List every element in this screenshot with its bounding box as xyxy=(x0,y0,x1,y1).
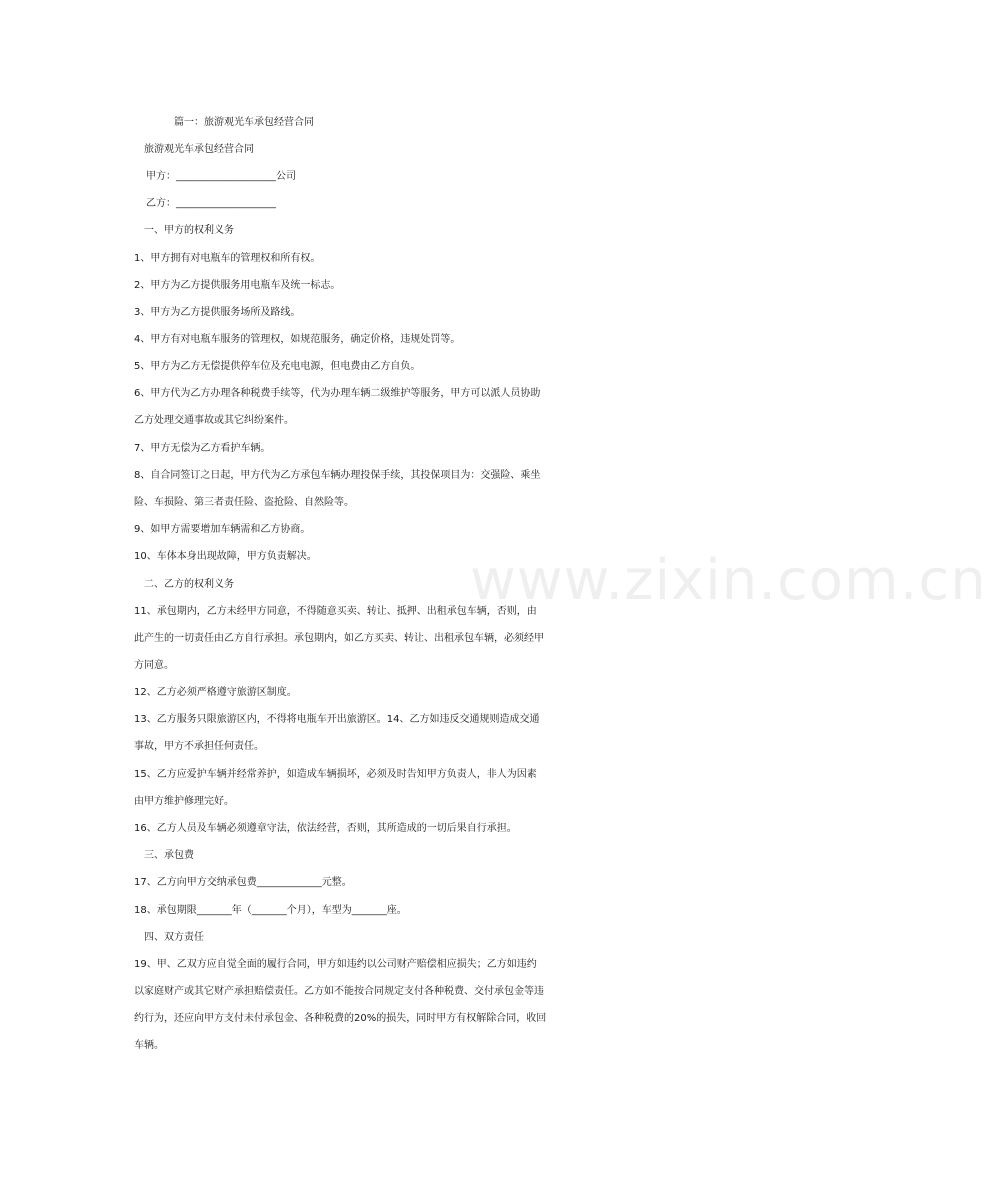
clause-line: 12、乙方必须严格遵守旅游区制度。 xyxy=(134,687,297,698)
contract-title: 旅游观光车承包经营合同 xyxy=(144,144,254,155)
clause-line: 19、甲、乙双方应自觉全面的履行合同，甲方如违约以公司财产赔偿相应损失；乙方如违约 xyxy=(134,959,537,970)
clause-line: 由甲方维护修理完好。 xyxy=(134,796,234,807)
clause-line: 以家庭财产或其它财产承担赔偿责任。乙方如不能按合同规定支付各种税费、交付承包金等违 xyxy=(134,986,544,997)
clause-line: 17、乙方向甲方交纳承包费_____________元整。 xyxy=(134,877,352,888)
clause-line: 2、甲方为乙方提供服务用电瓶车及统一标志。 xyxy=(134,280,341,291)
party-a-line: 甲方：____________________公司 xyxy=(146,171,296,182)
clause-line: 6、甲方代为乙方办理各种税费手续等，代为办理车辆二级维护等服务，甲方可以派人员协助 xyxy=(134,388,541,399)
clause-line: 事故，甲方不承担任何责任。 xyxy=(134,741,264,752)
clause-line: 1、甲方拥有对电瓶车的管理权和所有权。 xyxy=(134,253,321,264)
section-heading: 四、双方责任 xyxy=(144,932,204,943)
document-title: 篇一：旅游观光车承包经营合同 xyxy=(174,117,314,128)
clause-line: 18、承包期限_______年（_______个月），车型为_______座。 xyxy=(134,905,407,916)
clause-line: 方同意。 xyxy=(134,660,174,671)
watermark: www.zixin.com.cn xyxy=(470,548,987,613)
clause-line: 车辆。 xyxy=(134,1040,164,1051)
clause-line: 8、自合同签订之日起，甲方代为乙方承包车辆办理投保手续，其投保项目为：交强险、乘坐 xyxy=(134,470,541,481)
clause-line: 乙方处理交通事故或其它纠纷案件。 xyxy=(134,415,294,426)
clause-line: 11、承包期内，乙方未经甲方同意，不得随意买卖、转让、抵押、出租承包车辆，否则，由 xyxy=(134,606,537,617)
section-heading: 一、甲方的权利义务 xyxy=(144,225,234,236)
clause-line: 约行为，还应向甲方支付未付承包金、各种税费的20%的损失，同时甲方有权解除合同，收回 xyxy=(134,1013,547,1024)
clause-line: 险、车损险、第三者责任险、盗抢险、自然险等。 xyxy=(134,497,354,508)
clause-line: 15、乙方应爱护车辆并经常养护，如造成车辆损坏，必须及时告知甲方负责人，非人为因素 xyxy=(134,769,537,780)
clause-line: 13、乙方服务只限旅游区内，不得将电瓶车开出旅游区。14、乙方如违反交通规则造成交通 xyxy=(134,714,540,725)
section-heading: 二、乙方的权利义务 xyxy=(144,579,234,590)
clause-line: 7、甲方无偿为乙方看护车辆。 xyxy=(134,443,271,454)
clause-line: 3、甲方为乙方提供服务场所及路线。 xyxy=(134,307,301,318)
clause-line: 5、甲方为乙方无偿提供停车位及充电电源，但电费由乙方自负。 xyxy=(134,361,421,372)
clause-line: 16、乙方人员及车辆必须遵章守法，依法经营，否则，其所造成的一切后果自行承担。 xyxy=(134,823,517,834)
clause-line: 此产生的一切责任由乙方自行承担。承包期内，如乙方买卖、转让、出租承包车辆，必须经甲 xyxy=(134,633,544,644)
clause-line: 10、车体本身出现故障，甲方负责解决。 xyxy=(134,551,317,562)
clause-line: 9、如甲方需要增加车辆需和乙方协商。 xyxy=(134,524,311,535)
clause-line: 4、甲方有对电瓶车服务的管理权，如规范服务，确定价格，违规处罚等。 xyxy=(134,334,461,345)
section-heading: 三、承包费 xyxy=(144,850,194,861)
party-b-line: 乙方：____________________ xyxy=(146,198,276,209)
